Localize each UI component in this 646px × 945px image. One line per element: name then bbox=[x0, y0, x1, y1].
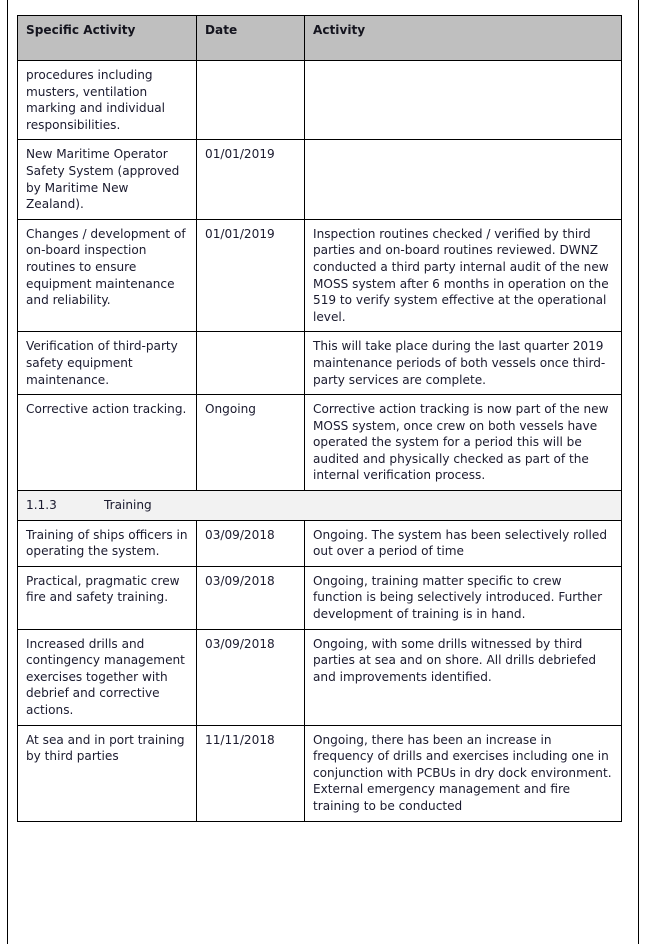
column-header-date: Date bbox=[197, 16, 305, 61]
column-header-specific-activity: Specific Activity bbox=[18, 16, 197, 61]
table-row bbox=[18, 332, 622, 395]
cell-date: Ongoing bbox=[197, 395, 305, 491]
cell-date: 03/09/2018 bbox=[197, 520, 305, 566]
cell-activity: Ongoing. The system has been selectively rolled out over a period of time bbox=[305, 520, 622, 566]
cell-specific-activity: Changes / development of on-board inspection routines to ensure equipment maintenance and reliability. bbox=[18, 219, 197, 332]
table-row bbox=[18, 61, 622, 140]
cell-activity: Ongoing, training matter specific to crew function is being selectively introduced. Further development of training is in hand. bbox=[305, 566, 622, 629]
cell-date: 01/01/2019 bbox=[197, 219, 305, 332]
cell-specific-activity: Increased drills and contingency management exercises together with debrief and corrective actions. bbox=[18, 629, 197, 725]
cell-date bbox=[197, 332, 305, 395]
cell-specific-activity: Corrective action tracking. bbox=[18, 395, 197, 491]
table-row bbox=[18, 566, 622, 629]
cell-activity bbox=[305, 61, 622, 140]
column-header-activity: Activity bbox=[305, 16, 622, 61]
table-row bbox=[18, 629, 622, 725]
cell-activity: Ongoing, there has been an increase in frequency of drills and exercises including one in conjunction with PCBUs in dry dock environment. External emergency management and fire training to be conducted bbox=[305, 725, 622, 821]
cell-activity: This will take place during the last quarter 2019 maintenance periods of both vessels once third-party services are complete. bbox=[305, 332, 622, 395]
cell-date: 03/09/2018 bbox=[197, 629, 305, 725]
cell-specific-activity: New Maritime Operator Safety System (approved by Maritime New Zealand). bbox=[18, 140, 197, 219]
table-row bbox=[18, 725, 622, 821]
table-row bbox=[18, 219, 622, 332]
section-title: Training bbox=[104, 498, 152, 513]
table-header-row bbox=[18, 16, 622, 61]
cell-date: 11/11/2018 bbox=[197, 725, 305, 821]
activity-table bbox=[17, 15, 622, 822]
cell-activity: Ongoing, with some drills witnessed by third parties at sea and on shore. All drills debriefed and improvements identified. bbox=[305, 629, 622, 725]
cell-date: 01/01/2019 bbox=[197, 140, 305, 219]
cell-activity bbox=[305, 140, 622, 219]
table-row bbox=[18, 140, 622, 219]
cell-specific-activity: At sea and in port training by third parties bbox=[18, 725, 197, 821]
cell-date bbox=[197, 61, 305, 140]
cell-specific-activity: Training of ships officers in operating the system. bbox=[18, 520, 197, 566]
table-header bbox=[18, 16, 622, 61]
section-heading-row bbox=[18, 491, 622, 521]
section-number: 1.1.3 bbox=[26, 498, 57, 513]
table-row bbox=[18, 520, 622, 566]
section-heading-cell bbox=[18, 491, 622, 521]
cell-specific-activity: Verification of third-party safety equipment maintenance. bbox=[18, 332, 197, 395]
cell-specific-activity: Practical, pragmatic crew fire and safety training. bbox=[18, 566, 197, 629]
table-row bbox=[18, 395, 622, 491]
table-body bbox=[18, 61, 622, 822]
cell-specific-activity: procedures including musters, ventilation marking and individual responsibilities. bbox=[18, 61, 197, 140]
cell-date: 03/09/2018 bbox=[197, 566, 305, 629]
cell-activity: Corrective action tracking is now part of the new MOSS system, once crew on both vessels have operated the system for a period this will be audited and physically checked as part of the internal verification process. bbox=[305, 395, 622, 491]
cell-activity: Inspection routines checked / verified by third parties and on-board routines reviewed. DWNZ conducted a third party internal audit of the new MOSS system after 6 months in operation on the 519 to verify system effective at the operational level. bbox=[305, 219, 622, 332]
